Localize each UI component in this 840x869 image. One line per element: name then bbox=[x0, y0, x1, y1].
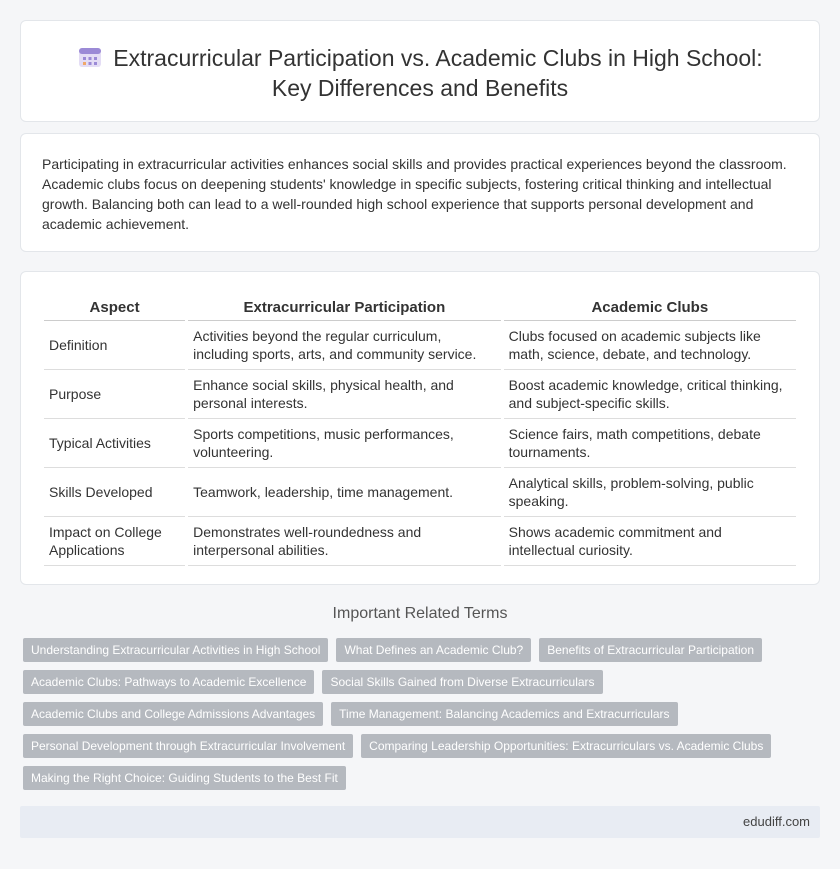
table-row bbox=[44, 517, 796, 566]
row-academic: Shows academic commitment and intellectual curiosity. bbox=[504, 517, 796, 566]
header-academic-clubs: Academic Clubs bbox=[504, 294, 796, 321]
row-extracurricular: Teamwork, leadership, time management. bbox=[188, 468, 501, 517]
related-term-tag[interactable]: Understanding Extracurricular Activities in High School bbox=[23, 638, 328, 662]
related-term-tag[interactable]: Making the Right Choice: Guiding Students to the Best Fit bbox=[23, 766, 346, 790]
intro-card bbox=[20, 133, 820, 252]
related-term-tag[interactable]: Benefits of Extracurricular Participation bbox=[539, 638, 762, 662]
header-aspect: Aspect bbox=[44, 294, 185, 321]
row-extracurricular: Activities beyond the regular curriculum, including sports, arts, and community service. bbox=[188, 321, 501, 370]
header-extracurricular: Extracurricular Participation bbox=[188, 294, 501, 321]
table-row bbox=[44, 370, 796, 419]
comparison-table bbox=[41, 294, 799, 566]
row-extracurricular: Enhance social skills, physical health, and personal interests. bbox=[188, 370, 501, 419]
row-academic: Analytical skills, problem-solving, public speaking. bbox=[504, 468, 796, 517]
title-line-1: Extracurricular Participation vs. Academic Clubs in High School: bbox=[113, 45, 763, 71]
related-term-tag[interactable]: What Defines an Academic Club? bbox=[336, 638, 531, 662]
table-row bbox=[44, 468, 796, 517]
header-card bbox=[20, 20, 820, 122]
row-extracurricular: Demonstrates well-roundedness and interpersonal abilities. bbox=[188, 517, 501, 566]
table-row bbox=[44, 419, 796, 468]
related-term-tag[interactable]: Personal Development through Extracurricular Involvement bbox=[23, 734, 353, 758]
row-academic: Boost academic knowledge, critical thinking, and subject-specific skills. bbox=[504, 370, 796, 419]
related-terms-list bbox=[23, 638, 823, 798]
tag-row bbox=[23, 670, 823, 702]
tag-row bbox=[23, 766, 823, 798]
row-academic: Clubs focused on academic subjects like math, science, debate, and technology. bbox=[504, 321, 796, 370]
title-line-2: Key Differences and Benefits bbox=[271, 75, 569, 101]
row-aspect: Skills Developed bbox=[44, 468, 185, 517]
related-term-tag[interactable]: Academic Clubs and College Admissions Advantages bbox=[23, 702, 323, 726]
footer bbox=[20, 806, 820, 838]
calendar-icon bbox=[77, 45, 103, 69]
row-extracurricular: Sports competitions, music performances, volunteering. bbox=[188, 419, 501, 468]
page-title bbox=[21, 43, 819, 103]
row-aspect: Impact on College Applications bbox=[44, 517, 185, 566]
table-row bbox=[44, 321, 796, 370]
tag-row bbox=[23, 638, 823, 670]
related-terms-title: Important Related Terms bbox=[332, 605, 508, 622]
table-header-row bbox=[44, 294, 796, 321]
related-term-tag[interactable]: Social Skills Gained from Diverse Extracurriculars bbox=[322, 670, 602, 694]
related-term-tag[interactable]: Comparing Leadership Opportunities: Extracurriculars vs. Academic Clubs bbox=[361, 734, 771, 758]
related-term-tag[interactable]: Academic Clubs: Pathways to Academic Excellence bbox=[23, 670, 314, 694]
intro-text: Participating in extracurricular activities enhances social skills and provides practical experiences beyond the classroom. Academic clubs focus on deepening students' knowledge in specific subjects, fostering critical thinking and intellectual growth. Balancing both can lead to a well-rounded high school experience that supports personal development and academic achievement. bbox=[42, 156, 787, 232]
footer-site-link[interactable]: edudiff.com bbox=[743, 814, 810, 829]
row-academic: Science fairs, math competitions, debate tournaments. bbox=[504, 419, 796, 468]
tag-row bbox=[23, 702, 823, 734]
related-term-tag[interactable]: Time Management: Balancing Academics and Extracurriculars bbox=[331, 702, 677, 726]
tag-row bbox=[23, 734, 823, 766]
row-aspect: Typical Activities bbox=[44, 419, 185, 468]
row-aspect: Purpose bbox=[44, 370, 185, 419]
comparison-card bbox=[20, 271, 820, 585]
row-aspect: Definition bbox=[44, 321, 185, 370]
